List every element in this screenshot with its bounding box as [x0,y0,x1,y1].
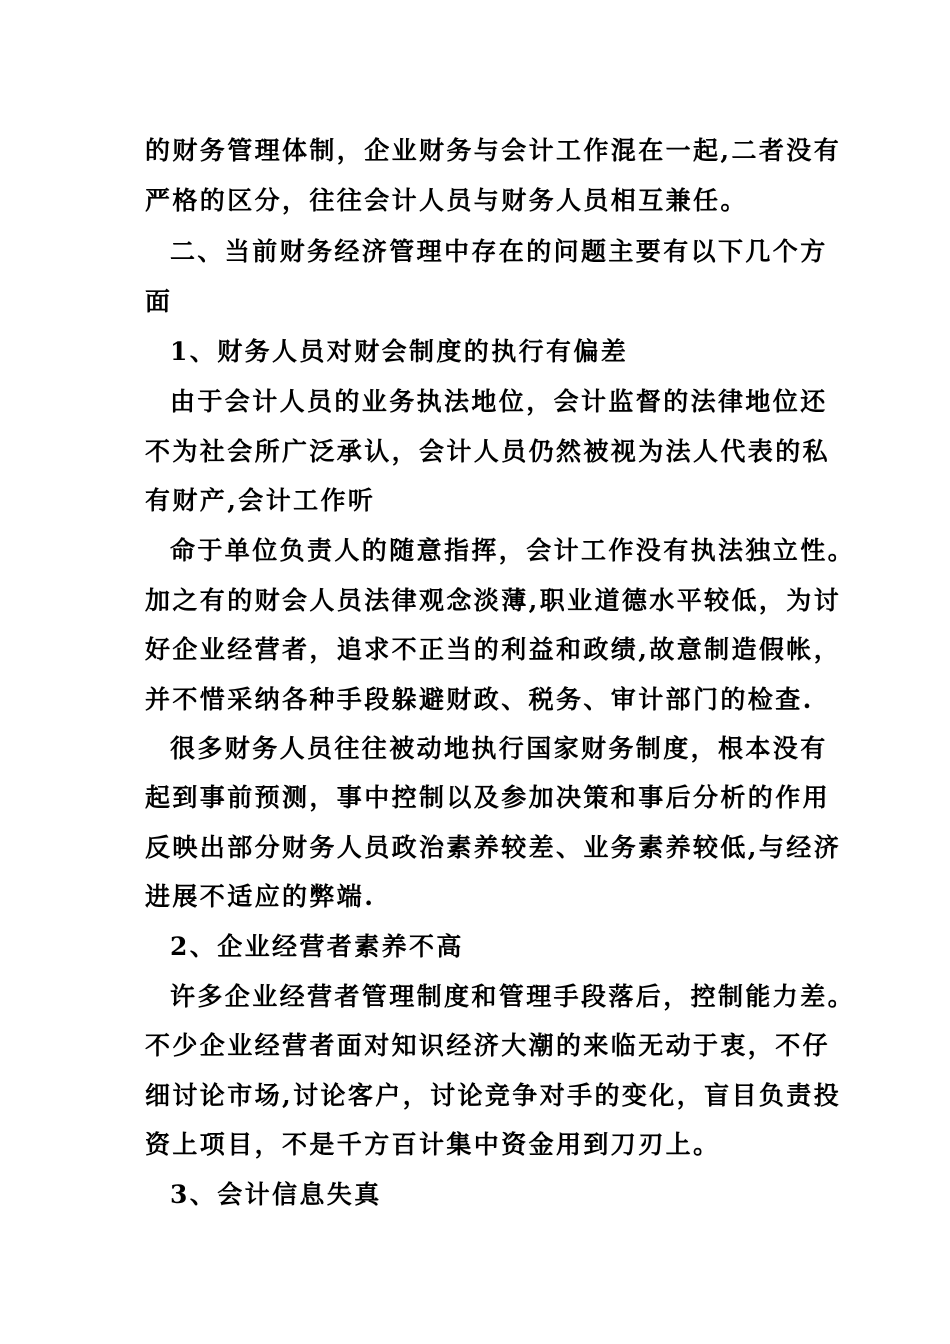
text-line: 反映出部分财务人员政治素养较差、业务素养较低,与经济 [145,833,842,862]
text-line: 并不惜采纳各种手段躲避财政、税务、审计部门的检查. [145,685,814,714]
text-line: 命于单位负责人的随意指挥，会计工作没有执法独立性。 [170,536,856,565]
text-line: 资上项目，不是千方百计集中资金用到刀刃上。 [145,1130,721,1159]
text-line: 进展不适应的弊端. [145,882,376,911]
text-line: 的财务管理体制，企业财务与会计工作混在一起,二者没有 [145,136,842,165]
section-heading: 二、当前财务经济管理中存在的问题主要有以下几个方 [170,237,828,266]
text-line: 加之有的财会人员法律观念淡薄,职业道德水平较低，为讨 [145,586,842,615]
text-line: 细讨论市场,讨论客户，讨论竞争对手的变化，盲目负责投 [145,1081,842,1110]
text-line: 很多财务人员往往被动地执行国家财务制度，根本没有 [170,734,828,763]
text-line: 严格的区分，往往会计人员与财务人员相互兼任。 [145,186,748,215]
subsection-heading: 2、企业经营者素养不高 [170,932,464,961]
text-line: 不少企业经营者面对知识经济大潮的来临无动于衷，不仔 [145,1031,831,1060]
text-line: 好企业经营者，追求不正当的利益和政绩,故意制造假帐， [145,635,842,664]
section-heading-continued: 面 [145,287,173,316]
subsection-heading: 1、财务人员对财会制度的执行有偏差 [170,337,629,366]
text-line: 起到事前预测，事中控制以及参加决策和事后分析的作用 [145,783,831,812]
text-line: 不为社会所广泛承认，会计人员仍然被视为法人代表的私 [145,437,831,466]
text-line: 有财产,会计工作听 [145,486,376,515]
subsection-heading: 3、会计信息失真 [170,1180,382,1209]
text-line: 由于会计人员的业务执法地位，会计监督的法律地位还 [170,387,828,416]
text-line: 许多企业经营者管理制度和管理手段落后，控制能力差。 [170,982,856,1011]
